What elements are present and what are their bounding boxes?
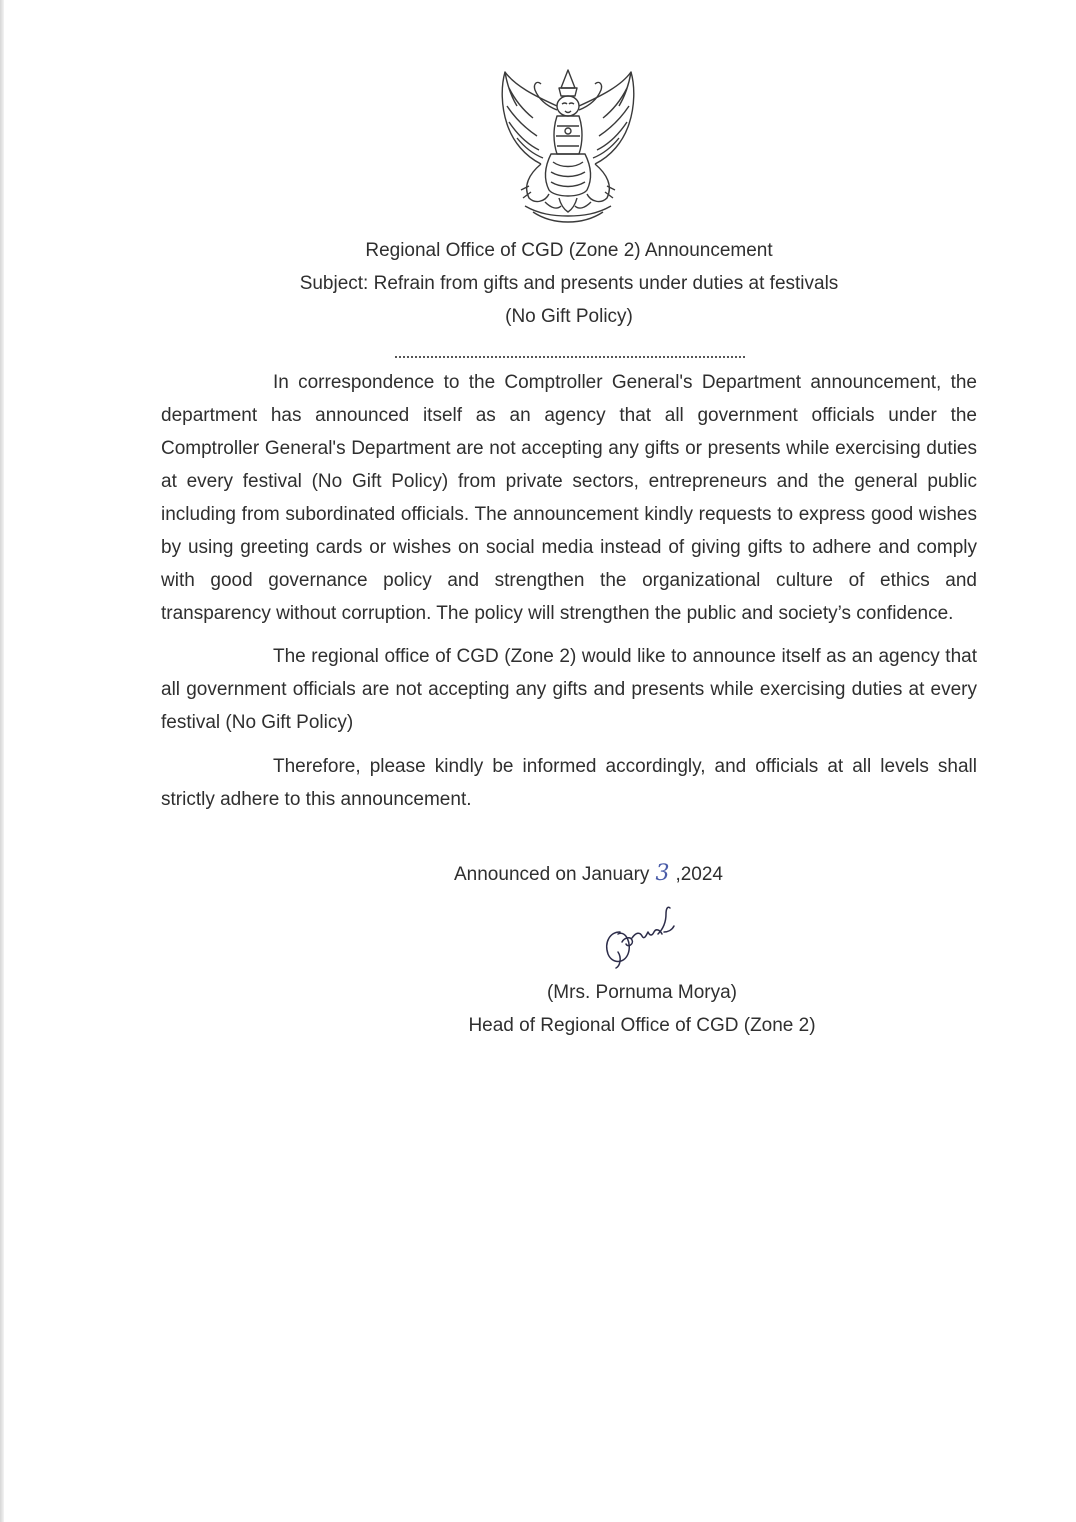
handwritten-signature: [598, 902, 678, 972]
announcement-header: [160, 234, 978, 333]
signatory-name: (Mrs. Pornuma Morya): [546, 982, 738, 1003]
body-paragraph: The regional office of CGD (Zone 2) would like to announce itself as an agency that all government officials are not accepting any gifts and presents while exercising duties at every festival (No Gift Policy): [161, 646, 977, 733]
announcement-subject: Subject: Refrain from gifts and presents under duties at festivals: [299, 273, 839, 294]
garuda-emblem-icon: [495, 66, 641, 226]
announcement-title: Regional Office of CGD (Zone 2) Announcement: [365, 240, 773, 261]
dotted-divider: [395, 342, 745, 358]
signatory-block: [450, 976, 834, 1042]
body-paragraph: In correspondence to the Comptroller General's Department announcement, the department has announced itself as an agency that all government officials under the Comptroller General's Department are not accepting any gifts or presents while exercising duties at every festival (No Gift Policy) from private sectors, entrepreneurs and the general public including from subordinated officials. The announcement kindly requests to express good wishes by using greeting cards or wishes on social media instead of giving gifts to adhere and comply with good governance policy and strengthen the organizational culture of ethics and transparency without corruption. The policy will strengthen the public and society’s confidence.: [161, 372, 977, 624]
announcement-body: [161, 366, 977, 816]
scan-edge: [0, 0, 4, 1522]
announced-day: 3: [655, 861, 670, 886]
announcement-policy: (No Gift Policy): [505, 306, 633, 327]
announcement-date: [454, 857, 723, 891]
signatory-position: Head of Regional Office of CGD (Zone 2): [468, 1015, 816, 1036]
announced-year: ,2024: [675, 864, 723, 885]
announced-prefix: Announced on January: [454, 864, 650, 885]
body-paragraph: Therefore, please kindly be informed accordingly, and officials at all levels shall strictly adhere to this announcement.: [161, 756, 977, 810]
